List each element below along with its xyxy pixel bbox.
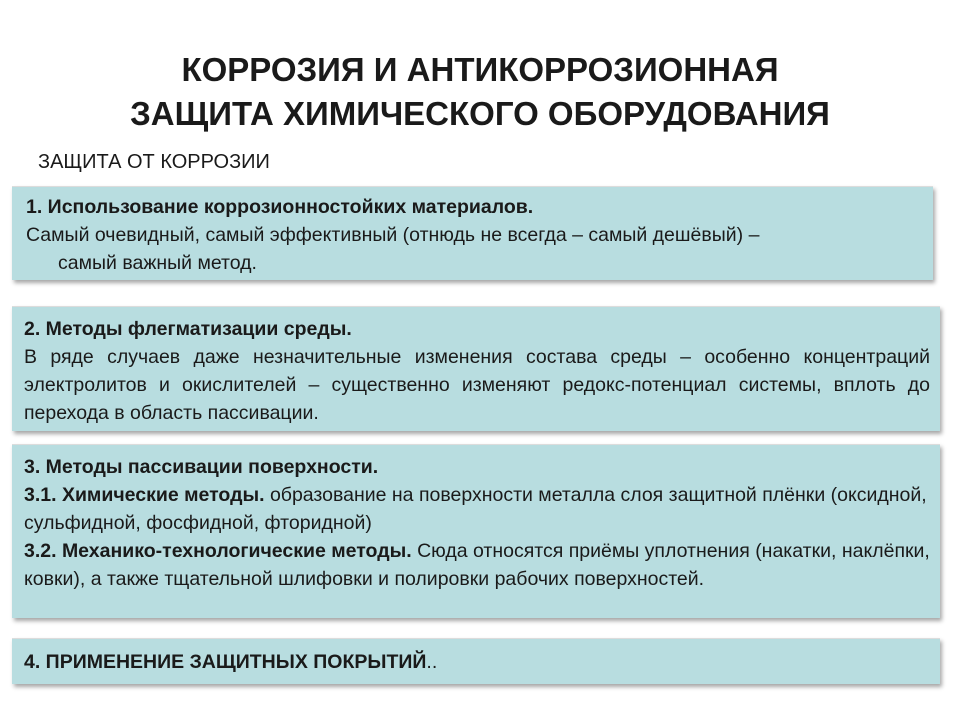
method-box-4 bbox=[12, 638, 940, 684]
method-3-1-title: 3.1. Химические методы. bbox=[24, 484, 265, 506]
method-box-3 bbox=[12, 444, 940, 618]
method-2-heading: 2. Методы флегматизации среды. bbox=[24, 318, 352, 340]
method-box-2 bbox=[12, 306, 940, 431]
method-3-heading: 3. Методы пассивации поверхности. bbox=[24, 456, 379, 478]
method-2-text: В ряде случаев даже незначительные изменения состава среды – особенно концентраций электролитов и окислителей – существенно изменяют редокс-потенциал системы, вплоть до перехода в область пассивации. bbox=[24, 346, 930, 424]
method-3-1-text: образование на поверхности металла слоя защитной плёнки (оксидной, сульфидной, фосфидной, фторидной) bbox=[24, 484, 927, 534]
page-title bbox=[0, 48, 960, 136]
method-3-2-paragraph bbox=[24, 537, 930, 593]
method-1-heading: 1. Использование коррозионностойких материалов. bbox=[26, 196, 534, 218]
title-line-1: КОРРОЗИЯ И АНТИКОРРОЗИОННАЯ bbox=[181, 51, 779, 88]
method-3-1-paragraph bbox=[24, 481, 930, 537]
method-4-heading bbox=[24, 648, 930, 676]
method-box-1 bbox=[12, 186, 933, 280]
method-1-text-line-2: самый важный метод. bbox=[58, 252, 257, 274]
section-subtitle: ЗАЩИТА ОТ КОРРОЗИИ bbox=[38, 151, 270, 173]
method-3-2-text: Сюда относятся приёмы уплотнения (накатки, наклёпки, ковки), а также тщательной шлифовки и полировки рабочих поверхностей. bbox=[24, 540, 930, 590]
method-4-tail: .. bbox=[426, 651, 438, 673]
title-line-2: ЗАЩИТА ХИМИЧЕСКОГО ОБОРУДОВАНИЯ bbox=[130, 95, 830, 132]
method-4-title: 4. ПРИМЕНЕНИЕ ЗАЩИТНЫХ ПОКРЫТИЙ bbox=[24, 651, 427, 673]
method-3-2-title: 3.2. Механико-технологические методы. bbox=[24, 540, 412, 562]
method-1-text-line-1: Самый очевидный, самый эффективный (отнюдь не всегда – самый дешёвый) – bbox=[26, 224, 760, 246]
